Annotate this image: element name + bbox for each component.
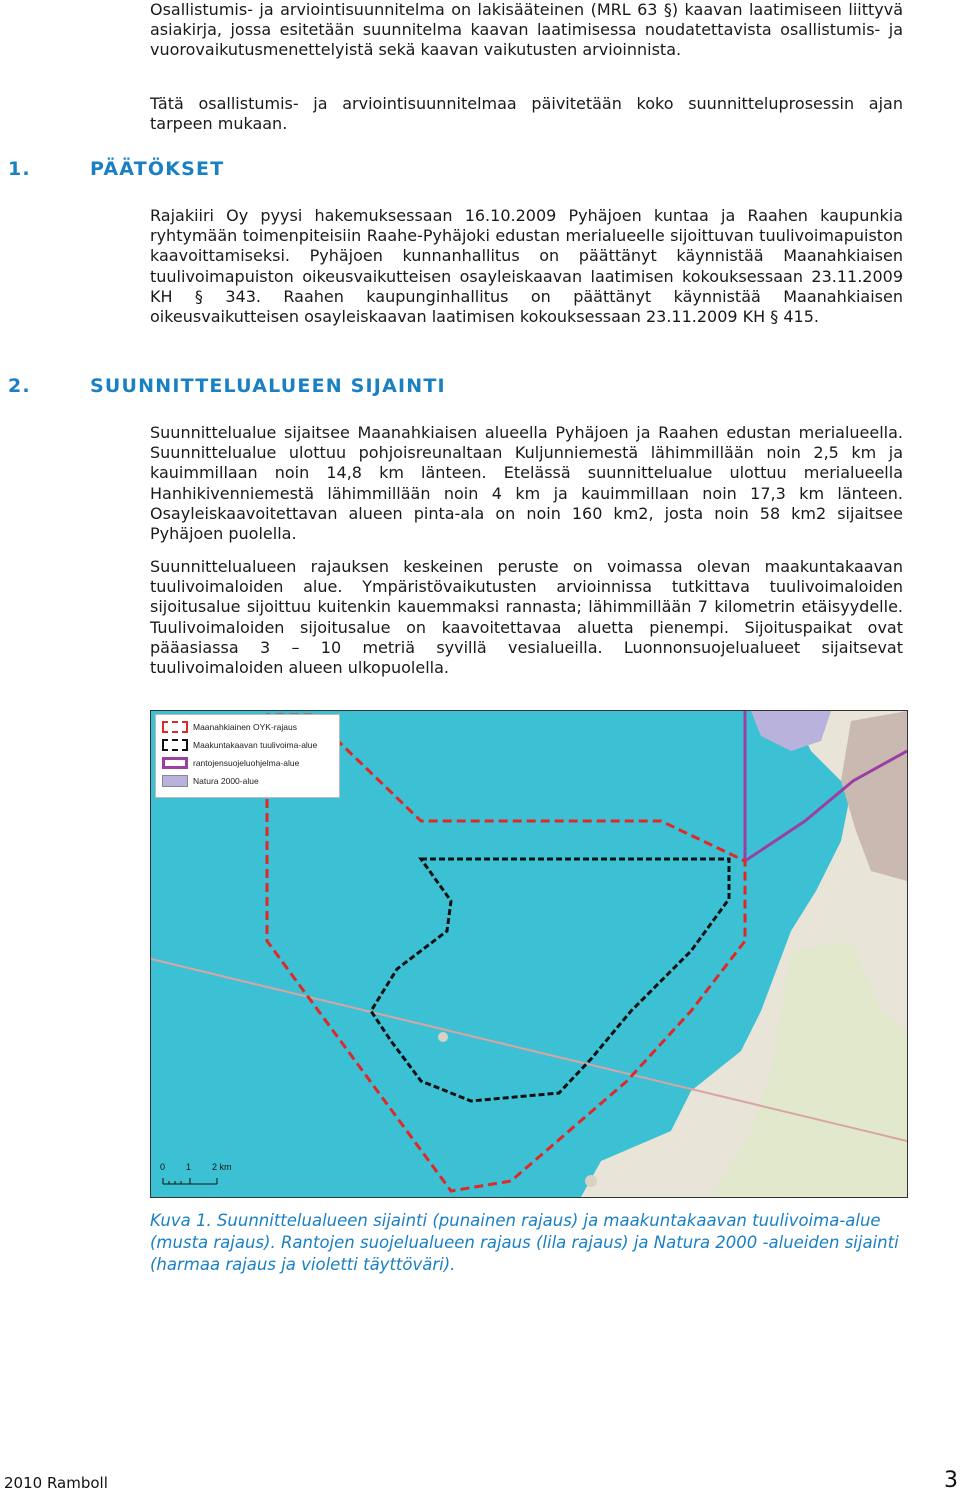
intro-paragraph-1: Osallistumis- ja arviointisuunnitelma on lakisääteinen (MRL 63 §) kaavan laatimiseen liittyvä asiakirja, jossa esitetään suunnitelma kaavan laatimisessa noudatettavista osallistumis- ja vuorovaikutusmenettelyistä sekä kaavan vaikutusten arvioinnista. [150,0,903,60]
legend-label: Maanahkiainen OYK-rajaus [193,722,297,732]
figure-caption: Kuva 1. Suunnittelualueen sijainti (punainen rajaus) ja maakuntakaavan tuulivoima-alue (musta rajaus). Rantojen suojelualueen rajaus (lila rajaus) ja Natura 2000 -alueiden sijainti (harmaa rajaus ja violetti täyttöväri). [150,1211,899,1274]
legend-label: rantojensuojeluohjelma-alue [193,758,300,768]
map-wind-area-boundary [371,859,729,1101]
legend-item-natura [162,775,338,789]
scale-tick-1: 1 [186,1162,192,1172]
intro-paragraph-2: Tätä osallistumis- ja arviointisuunnitelmaa päivitetään koko suunnitteluprosessin ajan tarpeen mukaan. [150,94,903,134]
legend-label: Maakuntakaavan tuulivoima-alue [193,740,318,750]
section-2-heading [8,375,446,397]
page-number: 3 [944,1468,958,1493]
legend-swatch-red [162,721,188,733]
section-1-number: 1. [8,158,31,180]
section-1-title: PÄÄTÖKSET [90,158,225,180]
map-scale-bar [160,1158,230,1188]
map-legend [155,714,340,798]
map-island [438,1032,448,1042]
legend-item-oyk [162,721,338,735]
section-2-paragraph-2: Suunnittelualueen rajauksen keskeinen peruste on voimassa olevan maakuntakaavan tuulivoimaloiden alue. Ympäristövaikutusten arvioinnissa tutkittava tuulivoimaloiden sijoitusalue sijoittuu kuitenkin kauemmaksi rannasta; lähimmillään 7 kilometrin etäisyydelle. Tuulivoimaloiden sijoitusalue on kaavoitettavaa aluetta pienempi. Sijoituspaikat ovat pääasiassa 3 – 10 metriä syvillä vesialueilla. Luonnonsuojelualueet sijaitsevat tuulivoimaloiden alueen ulkopuolella. [150,557,903,678]
legend-swatch-black [162,739,188,751]
legend-swatch-purple [162,757,188,769]
scale-bar-graphic [162,1174,222,1186]
legend-item-wind [162,739,338,753]
section-1-heading [8,158,224,180]
scale-tick-2: 2 km [212,1162,232,1172]
section-1-paragraph: Rajakiiri Oy pyysi hakemuksessaan 16.10.2009 Pyhäjoen kuntaa ja Raahen kaupunkia ryhtymään toimenpiteisiin Raahe-Pyhäjoki edustan merialueelle sijoittuvan tuulivoimapuiston kaavoittamiseksi. Pyhäjoen kunnanhallitus on päättänyt käynnistää Maanahkiaisen tuulivoimapuiston oikeusvaikutteisen osayleiskaavan laatimisen kokouksessaan 23.11.2009 KH § 343. Raahen kaupunginhallitus on päättänyt käynnistää Maanahkiaisen oikeusvaikutteisen osayleiskaavan laatimisen kokouksessaan 23.11.2009 KH § 415. [150,206,903,327]
section-2-paragraph-1: Suunnittelualue sijaitsee Maanahkiaisen alueella Pyhäjoen ja Raahen edustan merialueella. Suunnittelualue ulottuu pohjoisreunaltaan Kuljunniemestä lähimmillään noin 2,5 km ja kauimmillaan noin 14,8 km länteen. Etelässä suunnittelualue ulottuu merialueella Hanhikivenniemestä lähimmillään noin 4 km ja kauimmillaan noin 17,3 km länteen. Osayleiskaavoitettavan alueen pinta-ala on noin 160 km2, josta noin 58 km2 sijaitsee Pyhäjoen puolella. [150,423,903,544]
legend-swatch-violet [162,775,188,787]
scale-tick-0: 0 [160,1162,166,1172]
legend-label: Natura 2000-alue [193,776,259,786]
legend-item-protection [162,757,338,771]
section-2-number: 2. [8,375,31,397]
map-island [585,1175,597,1187]
section-2-title: SUUNNITTELUALUEEN SIJAINTI [90,375,446,397]
footer-company: 2010 Ramboll [4,1474,108,1492]
